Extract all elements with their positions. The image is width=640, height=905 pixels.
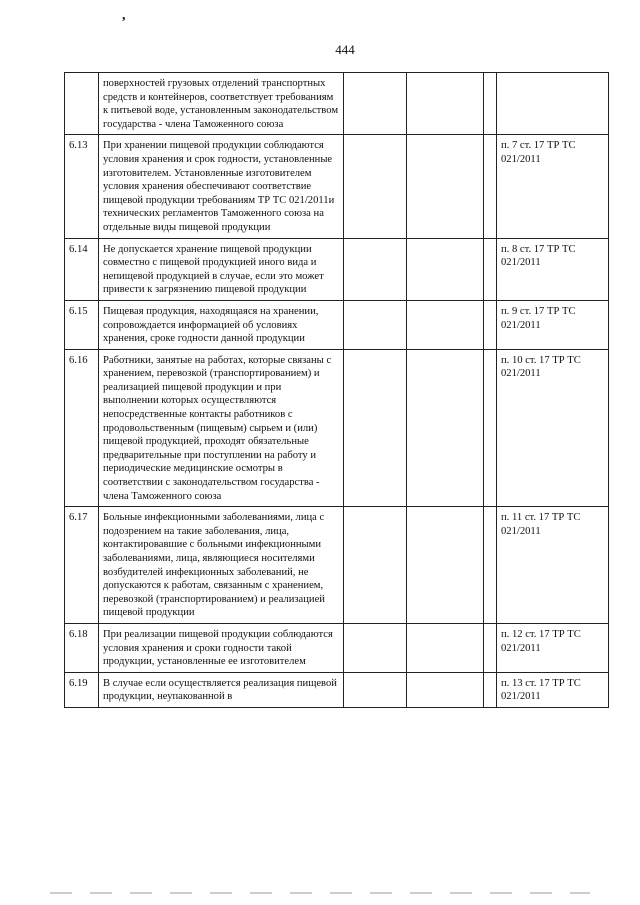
reference-cell: п. 11 ст. 17 ТР ТС 021/2011 [497, 507, 609, 624]
answer-cell [407, 73, 484, 135]
separator-cell [484, 300, 497, 349]
reference-cell [497, 73, 609, 135]
answer-cell [407, 300, 484, 349]
row-number: 6.16 [65, 349, 99, 507]
answer-cell [407, 623, 484, 672]
table-row [65, 73, 609, 135]
table-row [65, 135, 609, 238]
reference-cell: п. 7 ст. 17 ТР ТС 021/2011 [497, 135, 609, 238]
separator-cell [484, 135, 497, 238]
requirement-text: В случае если осуществляется реализация пищевой продукции, неупакованной в [99, 672, 344, 707]
answer-cell [344, 349, 407, 507]
separator-cell [484, 672, 497, 707]
row-number: 6.19 [65, 672, 99, 707]
answer-cell [407, 349, 484, 507]
row-number [65, 73, 99, 135]
reference-cell: п. 8 ст. 17 ТР ТС 021/2011 [497, 238, 609, 300]
row-number: 6.18 [65, 623, 99, 672]
answer-cell [344, 300, 407, 349]
requirement-text: Не допускается хранение пищевой продукции совместно с пищевой продукцией иного вида и непищевой продукцией в случае, если это может привести к загрязнению пищевой продукции [99, 238, 344, 300]
requirement-text: При хранении пищевой продукции соблюдаются условия хранения и срок годности, установленные изготовителем. Установленные изготовителем условия хранения обеспечивают соответствие пищевой продукции требованиям ТР ТС 021/2011и технических регламентов Таможенного союза на отдельные виды пищевой продукции [99, 135, 344, 238]
answer-cell [344, 73, 407, 135]
table-row [65, 672, 609, 707]
requirement-text: При реализации пищевой продукции соблюдаются условия хранения и сроки годности такой продукции, установленные ее изготовителем [99, 623, 344, 672]
separator-cell [484, 349, 497, 507]
answer-cell [344, 135, 407, 238]
answer-cell [407, 672, 484, 707]
table-row [65, 349, 609, 507]
separator-cell [484, 507, 497, 624]
table-row [65, 238, 609, 300]
reference-cell: п. 10 ст. 17 ТР ТС 021/2011 [497, 349, 609, 507]
answer-cell [407, 507, 484, 624]
scan-artifact-line [50, 892, 590, 894]
requirement-text: Работники, занятые на работах, которые связаны с хранением, перевозкой (транспортированием) и реализацией пищевой продукции и при выполнении которых осуществляются непосредственные контакты работников с продовольственным (пищевым) сырьем и (или) пищевой продукцией, проходят обязательные предварительные при поступлении на работу и периодические медицинские осмотры в соответствии с законодательством государства - члена Таможенного союза [99, 349, 344, 507]
separator-cell [484, 238, 497, 300]
requirements-table [64, 72, 609, 708]
answer-cell [344, 623, 407, 672]
row-number: 6.17 [65, 507, 99, 624]
answer-cell [407, 135, 484, 238]
answer-cell [344, 672, 407, 707]
reference-cell: п. 9 ст. 17 ТР ТС 021/2011 [497, 300, 609, 349]
answer-cell [344, 507, 407, 624]
separator-cell [484, 73, 497, 135]
separator-cell [484, 623, 497, 672]
stray-mark: , [122, 8, 126, 23]
page-number: 444 [335, 42, 355, 57]
reference-cell: п. 12 ст. 17 ТР ТС 021/2011 [497, 623, 609, 672]
table-row [65, 507, 609, 624]
answer-cell [344, 238, 407, 300]
row-number: 6.13 [65, 135, 99, 238]
table-row [65, 300, 609, 349]
answer-cell [407, 238, 484, 300]
row-number: 6.15 [65, 300, 99, 349]
table-row [65, 623, 609, 672]
requirement-text: Пищевая продукция, находящаяся на хранении, сопровождается информацией об условиях хранения, сроке годности данной продукции [99, 300, 344, 349]
row-number: 6.14 [65, 238, 99, 300]
requirement-text: поверхностей грузовых отделений транспортных средств и контейнеров, соответствует требованиям к питьевой воде, установленным законодательством государства - члена Таможенного союза [99, 73, 344, 135]
requirement-text: Больные инфекционными заболеваниями, лица с подозрением на такие заболевания, лица, контактировавшие с больными инфекционными заболеваниями, лица, являющиеся носителями возбудителей инфекционных заболеваний, не допускаются к работам, связанным с хранением, перевозкой (транспортированием) и реализацией пищевой продукции [99, 507, 344, 624]
reference-cell: п. 13 ст. 17 ТР ТС 021/2011 [497, 672, 609, 707]
